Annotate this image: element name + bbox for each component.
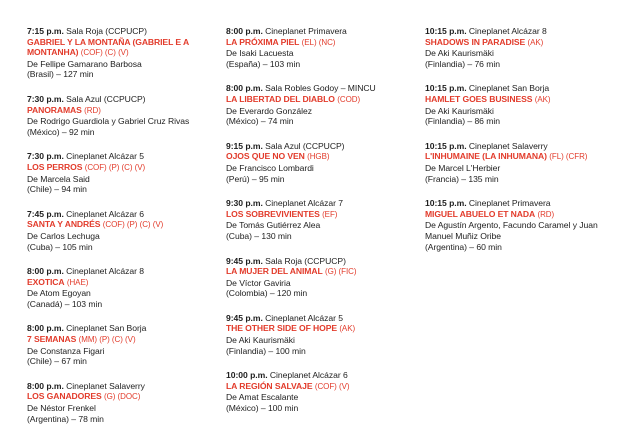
film-director: De Aki Kaurismäki [425,48,494,59]
time-venue-line [226,256,404,267]
section-codes: (RD) [84,105,101,115]
film-title: LA REGIÓN SALVAJE [226,380,313,391]
film-country-runtime: (Canadá) – 103 min [27,298,103,309]
screening-time: 9:45 p.m. [226,312,263,323]
section-codes: (HAE) [66,277,89,287]
section-codes: (G) (FIC) [324,267,357,277]
film-country-runtime: (Colombia) – 120 min [226,288,308,299]
film-country-runtime: (Cuba) – 105 min [27,241,93,252]
film-country-runtime: (Argentina) – 78 min [27,413,104,424]
film-title: MIGUEL ABUELO ET NADA [425,208,536,219]
screening-venue: Cineplanet San Borja [66,323,147,334]
film-director: De Marcel L'Herbier [425,162,501,173]
screening-entry [226,256,404,299]
film-director: De Carlos Lechuga [27,230,100,241]
screening-venue: Cineplanet Primavera [265,26,347,36]
film-title: LA LIBERTAD DEL DIABLO [226,93,335,104]
screening-time: 7:30 p.m. [27,93,64,104]
film-director: De Aki Kaurismäki [226,335,295,346]
screening-entry [226,26,404,69]
film-director: De Francisco Lombardi [226,162,314,173]
screening-entry [226,141,404,184]
screening-entry [226,370,404,413]
screening-time: 8:00 p.m. [27,323,64,334]
section-codes: (EL) (NC) [301,37,336,47]
time-venue-line [226,26,404,37]
screening-entry [27,381,205,424]
section-codes: (COD) [337,94,361,104]
screening-venue: Cineplanet Primavera [468,198,551,209]
section-codes: (FL) (CFR) [549,152,588,162]
film-title-line [226,381,404,393]
screening-venue: Cineplanet Alcázar 6 [269,370,348,381]
time-venue-line [27,26,205,37]
screening-venue: Sala Roja (CCPUCP) [66,26,147,36]
film-title-line [425,151,615,163]
screening-time: 10:00 p.m. [226,370,268,381]
film-title-line [27,105,205,117]
film-country-runtime: (Finlandia) – 76 min [425,58,500,69]
section-codes: (COF) (V) [314,381,350,391]
time-venue-line [425,141,615,152]
screening-entry [27,266,205,309]
screening-time: 10:15 p.m. [425,26,467,36]
time-venue-line [226,83,404,94]
screening-venue: Sala Azul (CCPUCP) [265,140,345,151]
film-title-line [226,37,404,49]
screening-time: 8:00 p.m. [226,26,263,36]
film-title-line [27,162,205,174]
screening-entry [425,83,615,126]
film-title: PANORAMAS [27,104,82,115]
screening-entry [425,26,615,69]
film-title: EXOTICA [27,276,65,287]
time-venue-line [27,381,205,392]
film-country-runtime: (Francia) – 135 min [425,173,499,184]
film-title: THE OTHER SIDE OF HOPE [226,323,337,334]
time-venue-line [226,370,404,381]
screening-entry [27,209,205,252]
film-director: De Agustín Argento, Facundo Caramel y Juan Manuel Muñiz Oribe [425,220,598,241]
time-venue-line [425,26,615,37]
section-codes: (EF) [322,209,338,219]
film-director: De Rodrigo Guardiola y Gabriel Cruz Rivas [27,116,190,127]
schedule-column-3 [425,26,615,266]
screening-venue: Cineplanet San Borja [468,83,550,94]
film-title-line [226,94,404,106]
film-director: De Néstor Frenkel [27,403,96,414]
screening-entry [226,83,404,126]
time-venue-line [425,83,615,94]
film-title: LOS SOBREVIVIENTES [226,208,320,219]
section-codes: (COF) (P) (C) (V) [102,220,164,230]
film-country-runtime: (México) – 74 min [226,116,294,127]
screening-venue: Cineplanet Alcázar 7 [265,198,343,209]
section-codes: (G) (DOC) [103,392,141,402]
time-venue-line [425,198,615,209]
section-codes: (MM) (P) (C) (V) [78,335,136,345]
film-country-runtime: (Cuba) – 130 min [226,230,292,241]
film-country-runtime: (Finlandia) – 100 min [226,345,306,356]
film-director: De Marcela Said [27,173,90,184]
film-title-line [425,94,615,106]
film-director: De Tomás Gutiérrez Alea [226,220,321,231]
film-director: De Aki Kaurismäki [425,105,494,116]
film-title: LA PRÓXIMA PIEL [226,36,300,47]
film-title: L'INHUMAINE (LA INHUMANA) [425,151,547,162]
screening-time: 10:15 p.m. [425,140,467,151]
screening-time: 8:00 p.m. [27,380,64,391]
screening-time: 7:15 p.m. [27,26,64,36]
section-codes: (COF) (P) (C) (V) [84,162,146,172]
time-venue-line [226,141,404,152]
film-title-line [425,209,615,221]
film-title: SANTA Y ANDRÉS [27,219,101,230]
film-director: De Everardo González [226,105,312,116]
screening-venue: Cineplanet Alcázar 6 [66,208,144,219]
film-title-line [27,334,205,346]
time-venue-line [226,313,404,324]
film-title: 7 SEMANAS [27,334,77,345]
film-director: De Amat Escalante [226,392,299,403]
film-title: SHADOWS IN PARADISE [425,36,526,47]
film-title-line [226,323,404,335]
film-title: HAMLET GOES BUSINESS [425,93,533,104]
film-title-line [226,266,404,278]
screening-time: 8:00 p.m. [27,266,64,277]
screening-venue: Cineplanet Alcázar 5 [265,312,343,323]
screening-time: 9:45 p.m. [226,255,263,266]
film-title: OJOS QUE NO VEN [226,151,305,162]
film-country-runtime: (Brasil) – 127 min [27,69,94,80]
time-venue-line [27,323,205,334]
film-director: De Isaki Lacuesta [226,48,294,59]
film-country-runtime: (Argentina) – 60 min [425,241,502,252]
time-venue-line [27,209,205,220]
film-title: LOS GANADORES [27,391,102,402]
film-title-line [27,37,205,59]
screening-time: 7:30 p.m. [27,151,64,162]
schedule-column-2 [226,26,404,428]
screening-venue: Sala Roja (CCPUCP) [265,255,346,266]
film-country-runtime: (Chile) – 67 min [27,356,87,367]
screening-time: 10:15 p.m. [425,198,467,209]
screening-venue: Cineplanet Salaverry [468,140,548,151]
screening-time: 9:30 p.m. [226,198,263,209]
section-codes: (COF) (C) (V) [80,48,129,58]
film-title: GABRIEL Y LA MONTAÑA (GABRIEL E A MONTANHA) [27,36,189,58]
section-codes: (HGB) [307,152,330,162]
film-country-runtime: (Perú) – 95 min [226,173,285,184]
screening-time: 8:00 p.m. [226,83,263,94]
time-venue-line [27,151,205,162]
screening-venue: Cineplanet Alcázar 5 [66,151,144,162]
film-title-line [226,209,404,221]
screening-entry [226,313,404,356]
screening-venue: Sala Robles Godoy – MINCU [265,83,376,94]
screening-entry [27,323,205,366]
film-title-line [425,37,615,49]
screening-venue: Cineplanet Salaverry [66,380,145,391]
film-director: De Atom Egoyan [27,288,91,299]
screening-time: 7:45 p.m. [27,208,64,219]
film-title-line [226,151,404,163]
section-codes: (AK) [534,94,551,104]
screening-entry [226,198,404,241]
film-title-line [27,219,205,231]
screening-venue: Sala Azul (CCPUCP) [66,93,146,104]
film-country-runtime: (México) – 100 min [226,403,299,414]
screening-entry [27,94,205,137]
film-director: De Constanza Figari [27,345,105,356]
film-country-runtime: (España) – 103 min [226,58,301,69]
section-codes: (AK) [527,37,544,47]
screening-venue: Cineplanet Alcázar 8 [468,26,547,36]
time-venue-line [27,266,205,277]
film-country-runtime: (Chile) – 94 min [27,184,87,195]
screening-venue: Cineplanet Alcázar 8 [66,266,144,277]
screening-entry [425,141,615,184]
time-venue-line [226,198,404,209]
screening-entry [425,198,615,252]
section-codes: (RD) [537,209,555,219]
film-title-line [27,391,205,403]
schedule-column-1 [27,26,205,438]
section-codes: (AK) [339,324,356,334]
screening-time: 10:15 p.m. [425,83,467,94]
film-title-line [27,277,205,289]
screening-entry [27,26,205,80]
time-venue-line [27,94,205,105]
film-director: De Víctor Gaviria [226,277,291,288]
screening-entry [27,151,205,194]
film-title: LA MUJER DEL ANIMAL [226,266,323,277]
screening-time: 9:15 p.m. [226,140,263,151]
film-country-runtime: (Finlandia) – 86 min [425,116,500,127]
film-country-runtime: (México) – 92 min [27,126,95,137]
film-director: De Fellipe Gamarano Barbosa [27,58,142,69]
film-title: LOS PERROS [27,161,83,172]
